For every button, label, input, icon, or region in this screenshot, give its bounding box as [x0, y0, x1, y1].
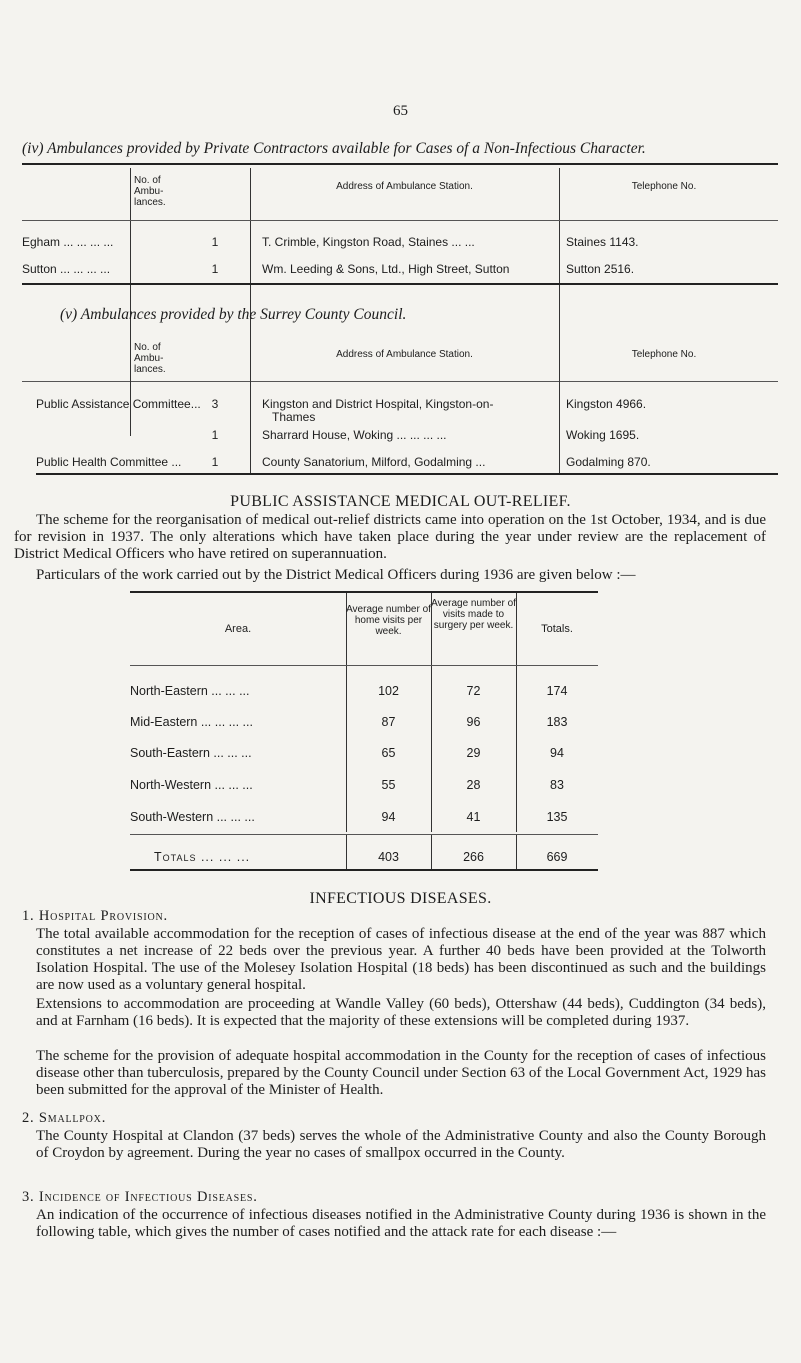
infectious-diseases-heading: INFECTIOUS DISEASES. — [309, 890, 492, 907]
table-row-area: South-Eastern ... ... ... — [130, 746, 252, 760]
table-row-address: County Sanatorium, Milford, Godalming ... — [262, 455, 486, 469]
table-cell-surgery: 41 — [466, 810, 481, 824]
table-row-count: 1 — [211, 235, 219, 249]
header-telephone: Telephone No. — [631, 349, 697, 360]
table-row-address: Kingston and District Hospital, Kingston-on- — [262, 397, 494, 411]
header-area: Area. — [224, 623, 252, 635]
subsection-hospital-provision: 1. Hospital Provision. — [22, 908, 168, 924]
section-iv-title: (iv) Ambulances provided by Private Contractors available for Cases of a Non-Infectious Character. — [22, 140, 646, 157]
totals-home: 403 — [378, 850, 399, 864]
col-divider — [250, 383, 251, 473]
table-cell-home: 55 — [381, 778, 396, 792]
header-address: Address of Ambulance Station. — [336, 181, 473, 192]
table-row-phone: Staines 1143. — [566, 235, 639, 249]
table-row-phone: Godalming 870. — [566, 455, 651, 469]
table-cell-surgery: 96 — [466, 715, 481, 729]
table-row-name: Egham ... ... ... ... — [22, 235, 114, 249]
table-bottom-rule — [130, 869, 598, 871]
table-cell-surgery: 29 — [466, 746, 481, 760]
table-row-area: Mid-Eastern ... ... ... ... — [130, 715, 253, 729]
header-ambulances: No. of Ambu- lances. — [134, 342, 166, 375]
col-divider — [559, 383, 560, 473]
public-assistance-heading: PUBLIC ASSISTANCE MEDICAL OUT-RELIEF. — [230, 493, 571, 510]
table-row-area: South-Western ... ... ... — [130, 810, 255, 824]
header-home-visits: Average number of home visits per week. — [346, 604, 431, 637]
totals-surgery: 266 — [463, 850, 484, 864]
table-cell-home: 94 — [381, 810, 396, 824]
table-row-address-cont: Thames — [272, 410, 316, 424]
totals-rule — [130, 834, 598, 835]
paragraph: The scheme for the provision of adequate hospital accommodation in the County for the reception of cases of infectious disease other than tuberculosis, prepared by the County Council under Section 63 of the Local Government Act, 1929 has been submitted for the approval of the Minister of Health. — [36, 1048, 766, 1098]
header-totals: Totals. — [541, 623, 573, 635]
table-row-count: 3 — [211, 397, 219, 411]
table-cell-surgery: 72 — [466, 684, 481, 698]
table-row-name: Sutton ... ... ... ... — [22, 262, 111, 276]
table-row-count: 1 — [211, 428, 219, 442]
paragraph: An indication of the occurrence of infectious diseases notified in the Administrative County during 1936 is shown in the following table, which gives the number of cases notified and the attack rate for each disease :— — [36, 1207, 766, 1240]
header-address: Address of Ambulance Station. — [336, 349, 473, 360]
table-row-phone: Kingston 4966. — [566, 397, 647, 411]
table-row-area: North-Western ... ... ... — [130, 778, 253, 792]
header-rule — [22, 220, 778, 221]
table-row-address: Wm. Leeding & Sons, Ltd., High Street, Sutton — [262, 262, 510, 276]
totals-label: Totals ... ... ... — [154, 850, 251, 864]
table-cell-home: 102 — [378, 684, 399, 698]
paragraph: The total available accommodation for the reception of cases of infectious disease at the end of the year was 887 which constitutes a net increase of 22 beds over the previous year. A further 40 beds have been provided at the Tolworth Isolation Hospital. The use of the Molesey Isolation Hospital (18 beds) has been discontinued as such and the buildings are now used as a voluntary general hospital. — [36, 926, 766, 993]
table-row-area: North-Eastern ... ... ... — [130, 684, 250, 698]
paragraph: The scheme for the reorganisation of medical out-relief districts came into operation on the 1st October, 1934, and is due for revision in 1937. The only alterations which have taken place during the year under review are the replacement of District Medical Officers who have retired on superannuation. — [14, 512, 766, 562]
table-cell-home: 65 — [381, 746, 396, 760]
paragraph: Particulars of the work carried out by the District Medical Officers during 1936 are given below :— — [36, 567, 636, 583]
header-telephone: Telephone No. — [631, 181, 697, 192]
col-divider — [130, 336, 131, 436]
table-row-phone: Woking 1695. — [566, 428, 640, 442]
table-cell-total: 135 — [546, 810, 568, 824]
header-surgery-visits: Average number of visits made to surgery per week. — [431, 598, 516, 631]
table-cell-surgery: 28 — [466, 778, 481, 792]
table-cell-total: 183 — [546, 715, 568, 729]
table-top-rule — [130, 591, 598, 593]
table-row-count: 1 — [211, 455, 219, 469]
table-cell-total: 174 — [546, 684, 568, 698]
table-cell-total: 94 — [550, 746, 564, 760]
header-rule — [130, 665, 598, 666]
table-bottom-rule — [22, 283, 778, 285]
header-ambulances: No. of Ambu- lances. — [134, 175, 166, 208]
section-v-title: (v) Ambulances provided by the Surrey County Council. — [60, 306, 407, 323]
page-number: 65 — [393, 103, 408, 119]
header-rule — [22, 381, 778, 382]
table-row-name: Public Health Committee ... — [36, 455, 182, 469]
subsection-incidence: 3. Incidence of Infectious Diseases. — [22, 1189, 258, 1205]
table-top-rule — [22, 163, 778, 165]
table-bottom-rule — [36, 473, 778, 475]
paragraph: The County Hospital at Clandon (37 beds) serves the whole of the Administrative County and also the County Borough of Croydon by agreement. During the year no cases of smallpox occurred in the County. — [36, 1128, 766, 1161]
paragraph: Extensions to accommodation are proceeding at Wandle Valley (60 beds), Ottershaw (44 beds), Cuddington (34 beds), and at Farnham (16 beds). It is expected that the majority of these extensions will be completed during 1937. — [36, 996, 766, 1029]
table-cell-home: 87 — [381, 715, 396, 729]
table-row-address: T. Crimble, Kingston Road, Staines ... ... — [262, 235, 475, 249]
table-row-name: Public Assistance Committee... — [36, 397, 201, 411]
totals-total: 669 — [546, 850, 568, 864]
table-row-address: Sharrard House, Woking ... ... ... ... — [262, 428, 447, 442]
table-cell-total: 83 — [550, 778, 564, 792]
subsection-smallpox: 2. Smallpox. — [22, 1110, 107, 1126]
table-row-phone: Sutton 2516. — [566, 262, 635, 276]
table-row-count: 1 — [211, 262, 219, 276]
